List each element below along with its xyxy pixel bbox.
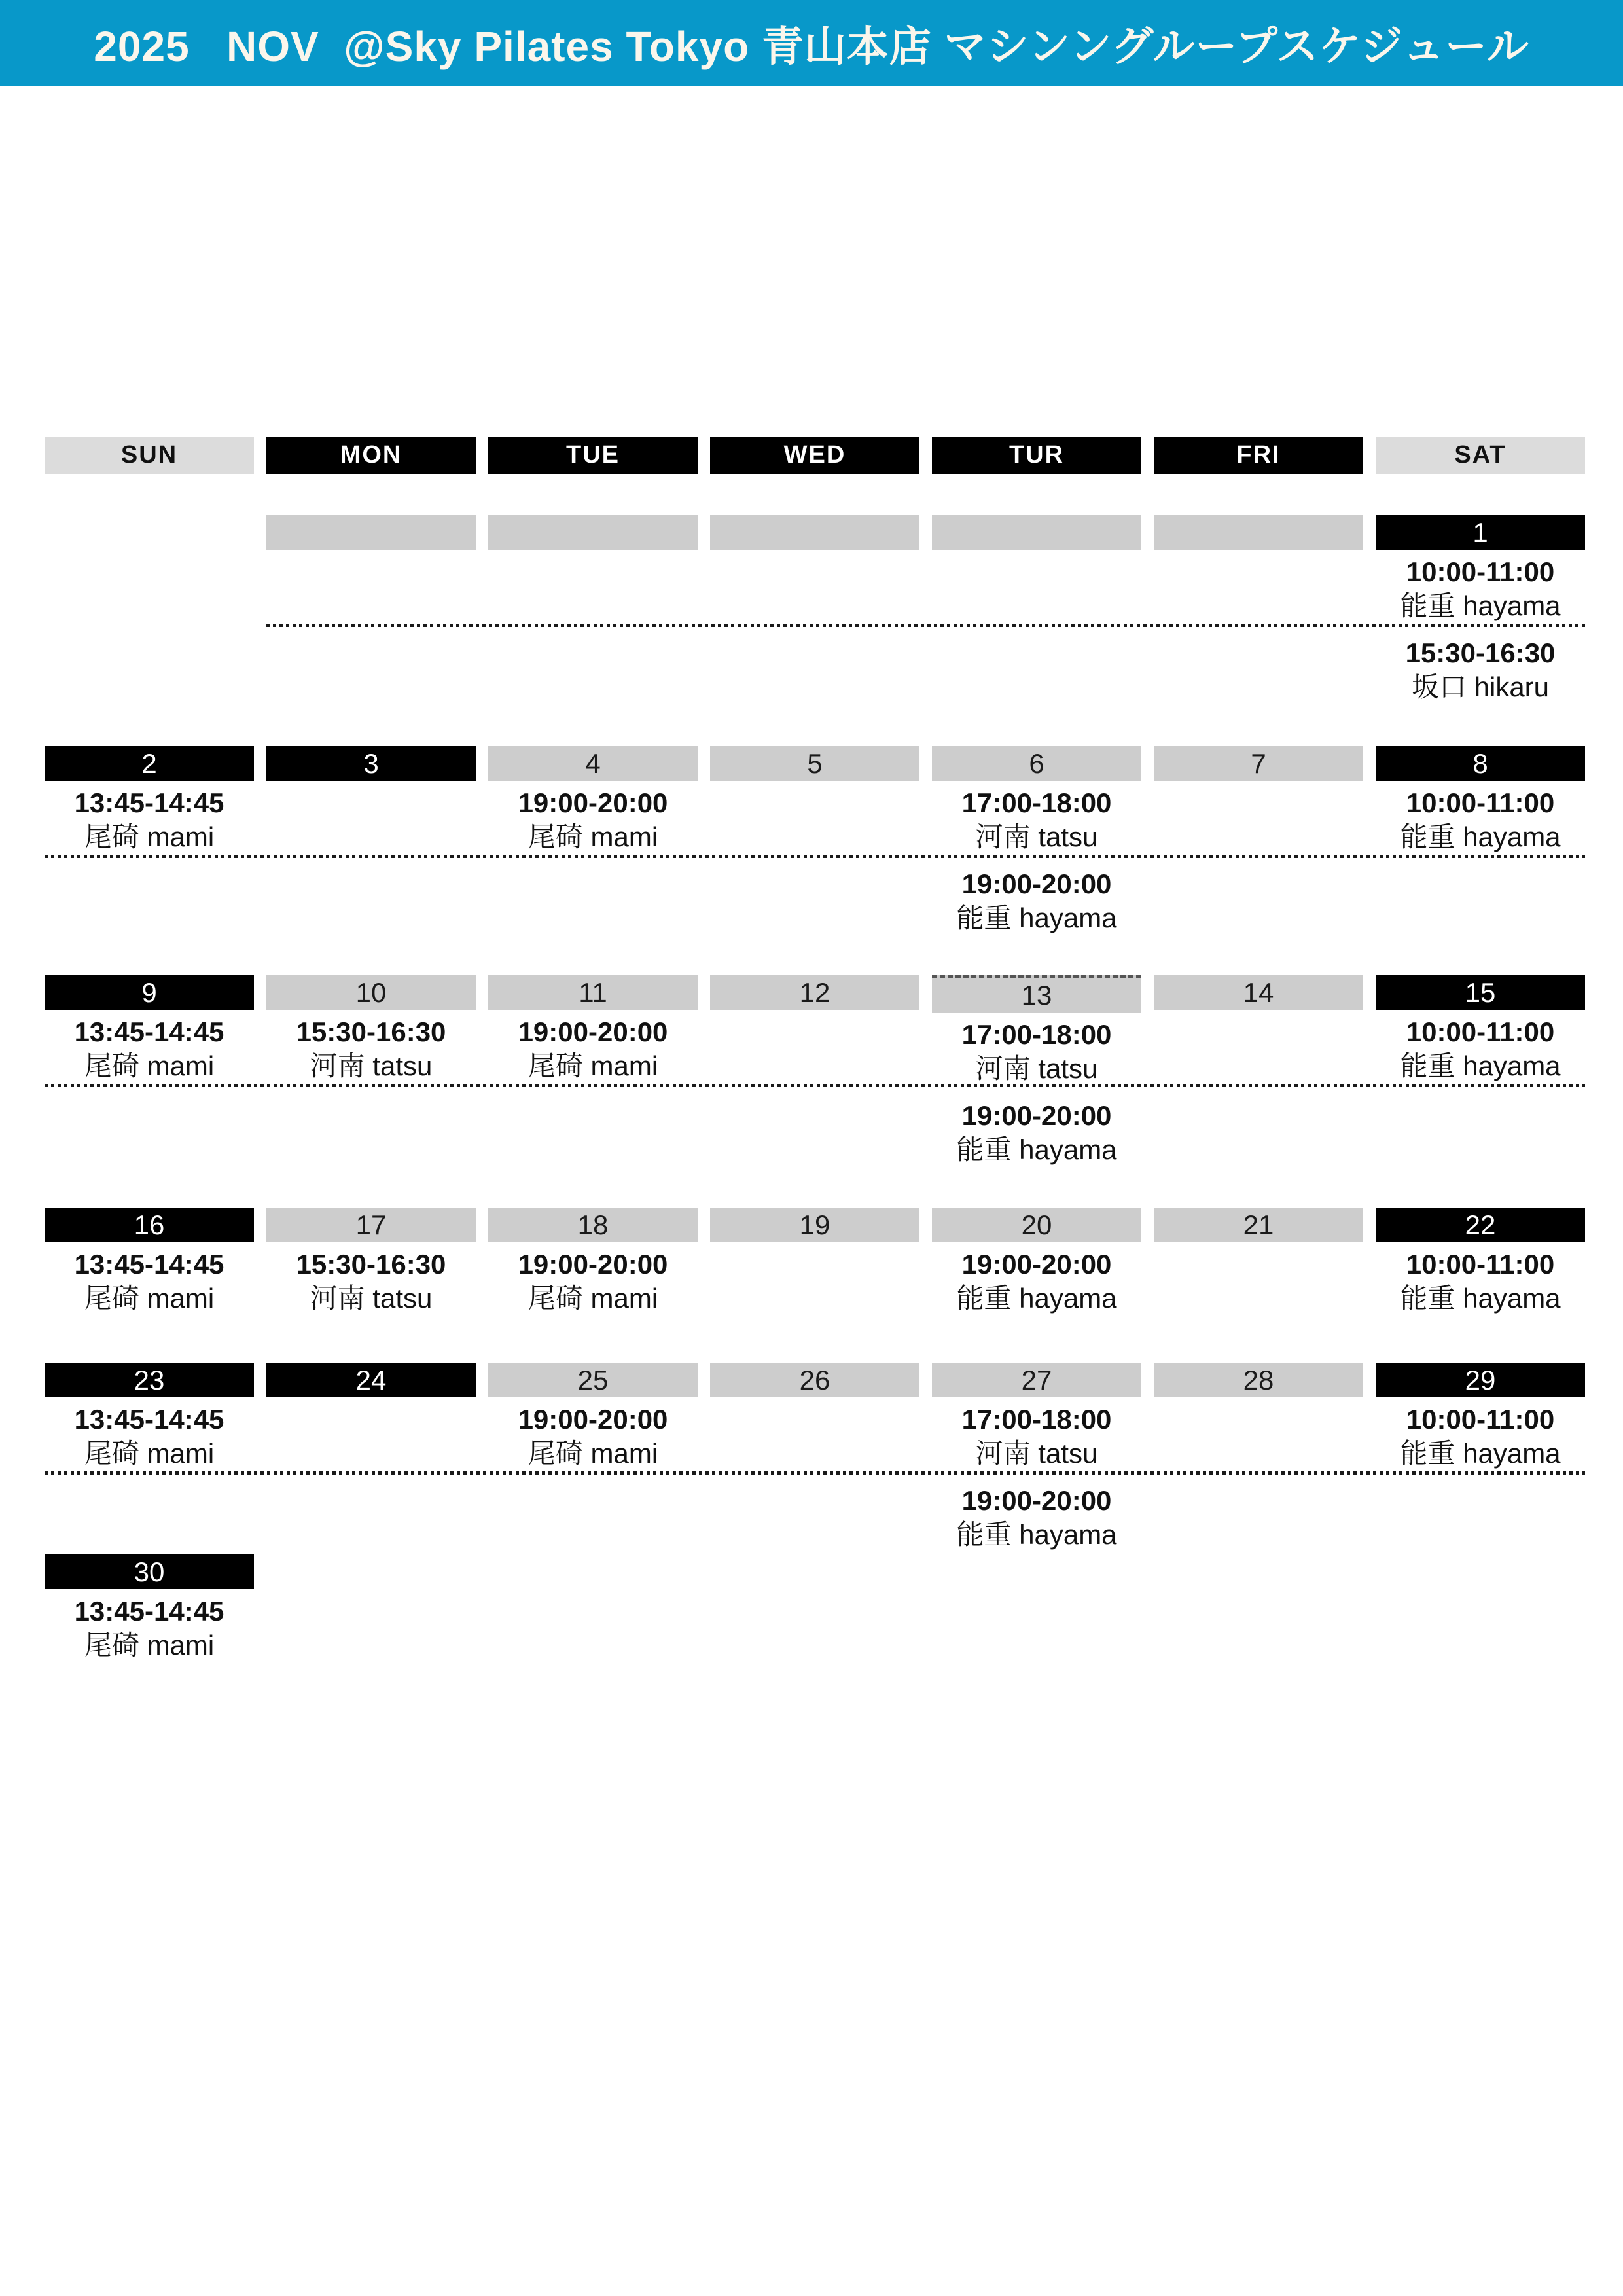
class-session (1376, 555, 1585, 623)
session-time: 19:00-20:00 (518, 1016, 668, 1047)
class-session (488, 1015, 698, 1083)
class-session (45, 786, 254, 854)
day-number: 24 (355, 1364, 387, 1395)
instructor-name: 能重 hayama (956, 1283, 1117, 1314)
session-time: 15:30-16:30 (296, 1016, 446, 1047)
day-number-bar (488, 515, 698, 550)
session-time: 17:00-18:00 (961, 787, 1112, 818)
session-time: 13:45-14:45 (74, 1596, 224, 1626)
day-cell (266, 1363, 476, 1397)
day-cell (488, 746, 698, 854)
session-time: 13:45-14:45 (74, 1016, 224, 1047)
session-time: 19:00-20:00 (961, 1100, 1112, 1131)
week-row (45, 1208, 1585, 1363)
day-number: 19 (799, 1209, 830, 1240)
instructor-name: 尾碕 mami (527, 821, 658, 852)
day-number-bar (932, 515, 1141, 550)
class-session (488, 786, 698, 854)
class-session (932, 1484, 1141, 1552)
day-number-bar (266, 1363, 476, 1397)
class-session (932, 1403, 1141, 1471)
class-session (1376, 636, 1585, 704)
session-divider-dotted (45, 1471, 1585, 1475)
day-header-fri: FRI (1154, 437, 1363, 474)
day-header-row (45, 437, 1585, 474)
instructor-name: 尾碕 mami (527, 1438, 658, 1469)
session-time: 10:00-11:00 (1406, 1249, 1555, 1280)
day-cell (1376, 1208, 1585, 1316)
day-number-bar (266, 1208, 476, 1242)
instructor-name: 尾碕 mami (527, 1283, 658, 1314)
day-number: 15 (1465, 977, 1496, 1008)
page-title: 2025 NOV @Sky Pilates Tokyo 青山本店 マシンングループスケジュール (94, 23, 1529, 70)
day-number: 28 (1243, 1364, 1274, 1395)
instructor-name: 尾碕 mami (84, 1438, 215, 1469)
class-session (1376, 1015, 1585, 1083)
session-time: 19:00-20:00 (961, 1485, 1112, 1516)
session-time: 17:00-18:00 (961, 1404, 1112, 1435)
session-time: 17:00-18:00 (961, 1019, 1112, 1050)
day-number: 27 (1021, 1364, 1052, 1395)
day-number: 13 (1021, 979, 1052, 1011)
day-number-bar (710, 1363, 919, 1397)
instructor-name: 尾碕 mami (84, 1283, 215, 1314)
instructor-name: 能重 hayama (956, 1134, 1117, 1165)
instructor-name: 能重 hayama (956, 903, 1117, 933)
day-cell (45, 1363, 254, 1471)
day-number-bar (45, 1208, 254, 1242)
class-session (1376, 1403, 1585, 1471)
day-number-bar (488, 975, 698, 1010)
day-number-bar (932, 746, 1141, 781)
day-number: 1 (1472, 516, 1488, 548)
class-session (932, 1018, 1141, 1086)
day-cell (45, 975, 254, 1083)
day-number-bar (932, 1363, 1141, 1397)
title-bar (0, 0, 1623, 86)
session-time: 19:00-20:00 (961, 869, 1112, 899)
day-cell (1154, 1363, 1363, 1397)
day-number-bar (45, 1363, 254, 1397)
session-time: 13:45-14:45 (74, 787, 224, 818)
day-number-bar (1154, 1208, 1363, 1242)
instructor-name: 坂口 hikaru (1411, 672, 1550, 702)
day-number: 8 (1472, 747, 1488, 779)
day-cell (1376, 975, 1585, 1083)
instructor-name: 能重 hayama (1400, 1283, 1561, 1314)
day-cell (932, 1363, 1141, 1552)
day-header-tue: TUE (488, 437, 698, 474)
calendar (45, 437, 1585, 1718)
session-divider-dotted (45, 1084, 1585, 1087)
class-session (266, 1015, 476, 1083)
session-time: 10:00-11:00 (1406, 1404, 1555, 1435)
day-header-mon: MON (266, 437, 476, 474)
week-row (45, 1554, 1585, 1718)
day-number-bar (1376, 515, 1585, 550)
day-cell (45, 1554, 254, 1662)
class-session (266, 1247, 476, 1316)
day-number: 26 (799, 1364, 830, 1395)
day-cell (488, 975, 698, 1083)
class-session (45, 1594, 254, 1662)
day-number-bar (1376, 1208, 1585, 1242)
day-number-bar (710, 975, 919, 1010)
instructor-name: 尾碕 mami (84, 821, 215, 852)
day-cell (932, 1208, 1141, 1316)
day-number: 5 (807, 747, 823, 779)
class-session (932, 867, 1141, 935)
instructor-name: 能重 hayama (1400, 821, 1561, 852)
day-cell (488, 1363, 698, 1471)
day-number: 25 (577, 1364, 609, 1395)
session-time: 19:00-20:00 (518, 787, 668, 818)
day-number-bar (710, 1208, 919, 1242)
day-number-bar (488, 746, 698, 781)
day-cell (1376, 515, 1585, 704)
class-session (1376, 1247, 1585, 1316)
day-number-bar (1154, 746, 1363, 781)
session-time: 10:00-11:00 (1406, 787, 1555, 818)
day-number-bar (45, 1554, 254, 1589)
day-cell (1154, 515, 1363, 550)
day-number-bar (266, 975, 476, 1010)
session-time: 19:00-20:00 (518, 1404, 668, 1435)
day-number-bar (710, 746, 919, 781)
day-number: 6 (1029, 747, 1044, 779)
session-time: 10:00-11:00 (1406, 556, 1555, 587)
week-row (45, 975, 1585, 1208)
instructor-name: 能重 hayama (956, 1519, 1117, 1550)
day-cell (932, 515, 1141, 550)
day-number-bar (45, 746, 254, 781)
day-number-bar (1376, 975, 1585, 1010)
session-time: 19:00-20:00 (961, 1249, 1112, 1280)
day-cell (488, 515, 698, 550)
session-time: 13:45-14:45 (74, 1404, 224, 1435)
session-time: 13:45-14:45 (74, 1249, 224, 1280)
day-cell (1154, 975, 1363, 1010)
day-number-bar (1154, 1363, 1363, 1397)
class-session (1376, 786, 1585, 854)
day-cell (932, 746, 1141, 935)
day-cell (1154, 1208, 1363, 1242)
day-number: 18 (577, 1209, 609, 1240)
instructor-name: 河南 tatsu (975, 1053, 1098, 1084)
class-session (932, 1099, 1141, 1167)
day-number-bar (488, 1363, 698, 1397)
instructor-name: 尾碕 mami (527, 1050, 658, 1081)
class-session (45, 1015, 254, 1083)
day-number: 17 (355, 1209, 387, 1240)
day-number: 12 (799, 977, 830, 1008)
day-number: 10 (355, 977, 387, 1008)
day-cell (45, 746, 254, 854)
instructor-name: 河南 tatsu (310, 1050, 433, 1081)
instructor-name: 能重 hayama (1400, 1050, 1561, 1081)
day-number: 23 (134, 1364, 165, 1395)
day-cell (266, 975, 476, 1083)
day-number: 29 (1465, 1364, 1496, 1395)
day-number: 14 (1243, 977, 1274, 1008)
day-cell (266, 515, 476, 550)
day-number: 11 (579, 977, 607, 1008)
day-number: 4 (585, 747, 601, 779)
instructor-name: 能重 hayama (1400, 1438, 1561, 1469)
day-number: 30 (134, 1556, 165, 1587)
day-cell (45, 1208, 254, 1316)
day-number-bar (932, 975, 1141, 1013)
day-number-bar (932, 1208, 1141, 1242)
day-header-tur: TUR (932, 437, 1141, 474)
day-number: 9 (141, 977, 157, 1008)
session-time: 15:30-16:30 (296, 1249, 446, 1280)
week-row (45, 746, 1585, 975)
day-header-sat: SAT (1376, 437, 1585, 474)
day-header-sun: SUN (45, 437, 254, 474)
day-cell (932, 975, 1141, 1167)
day-number: 2 (141, 747, 157, 779)
class-session (45, 1403, 254, 1471)
day-number: 3 (363, 747, 379, 779)
day-number: 21 (1243, 1209, 1274, 1240)
day-number-bar (1154, 515, 1363, 550)
day-number-bar (266, 515, 476, 550)
week-row (45, 515, 1585, 746)
session-time: 10:00-11:00 (1406, 1016, 1555, 1047)
class-session (488, 1247, 698, 1316)
day-cell (710, 1208, 919, 1242)
calendar-weeks (45, 515, 1585, 1718)
day-number-bar (1376, 746, 1585, 781)
day-number-bar (266, 746, 476, 781)
day-number-bar (1376, 1363, 1585, 1397)
day-number: 22 (1465, 1209, 1496, 1240)
class-session (45, 1247, 254, 1316)
instructor-name: 尾碕 mami (84, 1050, 215, 1081)
day-cell (710, 1363, 919, 1397)
day-number: 16 (134, 1209, 165, 1240)
day-number-bar (45, 975, 254, 1010)
instructor-name: 尾碕 mami (84, 1630, 215, 1660)
day-number: 7 (1251, 747, 1266, 779)
day-cell (710, 515, 919, 550)
day-number: 20 (1021, 1209, 1052, 1240)
instructor-name: 河南 tatsu (975, 821, 1098, 852)
day-cell (266, 1208, 476, 1316)
class-session (932, 1247, 1141, 1316)
day-cell (1154, 746, 1363, 781)
class-session (932, 786, 1141, 854)
day-cell (710, 746, 919, 781)
session-time: 15:30-16:30 (1405, 637, 1556, 668)
instructor-name: 河南 tatsu (975, 1438, 1098, 1469)
day-number-bar (488, 1208, 698, 1242)
week-row (45, 1363, 1585, 1554)
day-number-bar (710, 515, 919, 550)
day-cell (1376, 1363, 1585, 1471)
day-cell (710, 975, 919, 1010)
day-number-bar (1154, 975, 1363, 1010)
session-divider-dotted (45, 855, 1585, 858)
day-cell (266, 746, 476, 781)
session-time: 19:00-20:00 (518, 1249, 668, 1280)
day-cell (488, 1208, 698, 1316)
class-session (488, 1403, 698, 1471)
instructor-name: 能重 hayama (1400, 590, 1561, 621)
day-header-wed: WED (710, 437, 919, 474)
day-cell (1376, 746, 1585, 854)
instructor-name: 河南 tatsu (310, 1283, 433, 1314)
